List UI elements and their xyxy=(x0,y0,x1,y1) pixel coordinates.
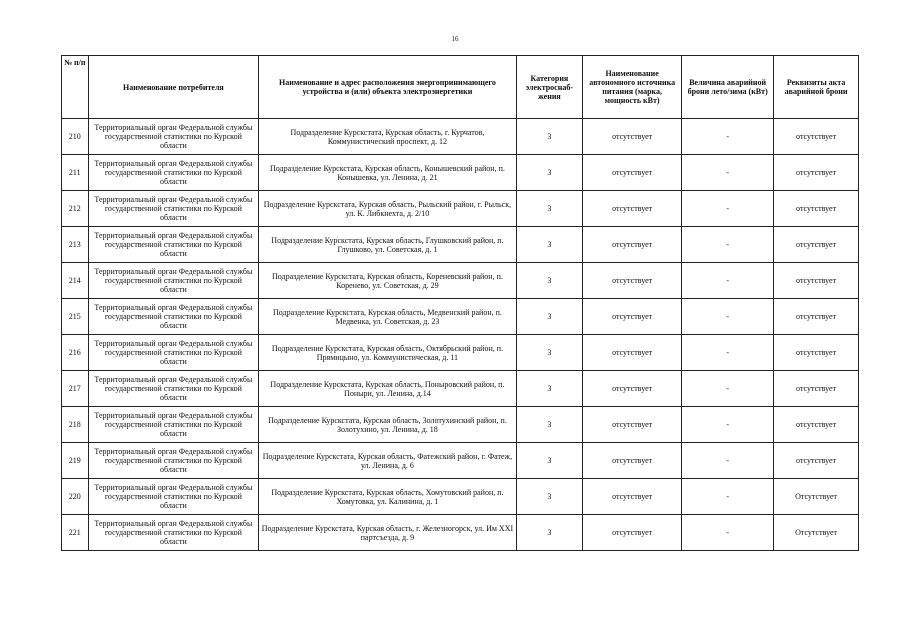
cell-reserve: - xyxy=(682,515,774,551)
cell-address: Подразделение Курскстата, Курская область, Кореневский район, п. Коренево, ул. Советская, д. 29 xyxy=(259,263,516,299)
cell-act: отсутствует xyxy=(774,155,859,191)
cell-category: 3 xyxy=(516,191,582,227)
table-row xyxy=(62,443,859,479)
cell-num: 214 xyxy=(62,263,89,299)
cell-consumer: Территориальный орган Федеральной службы государственной статистики по Курской области xyxy=(88,371,259,407)
cell-address: Подразделение Курскстата, Курская область, Хомутовский район, п. Хомутовка, ул. Калинина, д. 1 xyxy=(259,479,516,515)
cell-consumer: Территориальный орган Федеральной службы государственной статистики по Курской области xyxy=(88,191,259,227)
cell-consumer: Территориальный орган Федеральной службы государственной статистики по Курской области xyxy=(88,263,259,299)
table-row xyxy=(62,191,859,227)
cell-source: отсутствует xyxy=(583,227,682,263)
table-row xyxy=(62,119,859,155)
table-row xyxy=(62,335,859,371)
cell-source: отсутствует xyxy=(583,119,682,155)
cell-source: отсутствует xyxy=(583,155,682,191)
cell-act: отсутствует xyxy=(774,191,859,227)
page-number: 16 xyxy=(451,35,459,43)
cell-address: Подразделение Курскстата, Курская область, Фатежский район, г. Фатеж, ул. Ленина, д. 6 xyxy=(259,443,516,479)
table-body xyxy=(62,119,859,551)
cell-act: отсутствует xyxy=(774,119,859,155)
cell-consumer: Территориальный орган Федеральной службы государственной статистики по Курской области xyxy=(88,515,259,551)
cell-consumer: Территориальный орган Федеральной службы государственной статистики по Курской области xyxy=(88,443,259,479)
header-consumer: Наименование потребителя xyxy=(88,56,259,119)
table-row xyxy=(62,479,859,515)
header-act: Реквизиты акта аварийной брони xyxy=(774,56,859,119)
table-row xyxy=(62,155,859,191)
cell-category: 3 xyxy=(516,119,582,155)
cell-act: отсутствует xyxy=(774,407,859,443)
cell-source: отсутствует xyxy=(583,263,682,299)
table-header-row xyxy=(62,56,859,119)
cell-category: 3 xyxy=(516,407,582,443)
cell-reserve: - xyxy=(682,227,774,263)
cell-act: отсутствует xyxy=(774,299,859,335)
cell-num: 217 xyxy=(62,371,89,407)
cell-consumer: Территориальный орган Федеральной службы государственной статистики по Курской области xyxy=(88,227,259,263)
cell-num: 212 xyxy=(62,191,89,227)
cell-num: 216 xyxy=(62,335,89,371)
cell-reserve: - xyxy=(682,191,774,227)
cell-category: 3 xyxy=(516,155,582,191)
header-address: Наименование и адрес расположения энергопринимающего устройства и (или) объекта электроэнергетики xyxy=(259,56,516,119)
cell-category: 3 xyxy=(516,515,582,551)
cell-address: Подразделение Курскстата, Курская область, Поныровский район, п. Поныри, ул. Ленина, д.14 xyxy=(259,371,516,407)
cell-num: 215 xyxy=(62,299,89,335)
cell-act: Отсутствует xyxy=(774,479,859,515)
cell-consumer: Территориальный орган Федеральной службы государственной статистики по Курской области xyxy=(88,479,259,515)
cell-source: отсутствует xyxy=(583,443,682,479)
table-row xyxy=(62,263,859,299)
cell-source: отсутствует xyxy=(583,371,682,407)
cell-address: Подразделение Курскстата, Курская область, Конышевский район, п. Конышевка, ул. Ленина, д. 21 xyxy=(259,155,516,191)
table-row xyxy=(62,515,859,551)
cell-address: Подразделение Курскстата, Курская область, г. Курчатов, Коммунистический проспект, д. 12 xyxy=(259,119,516,155)
cell-reserve: - xyxy=(682,263,774,299)
cell-source: отсутствует xyxy=(583,299,682,335)
cell-reserve: - xyxy=(682,443,774,479)
cell-act: отсутствует xyxy=(774,371,859,407)
cell-reserve: - xyxy=(682,299,774,335)
consumers-table xyxy=(61,55,859,551)
cell-category: 3 xyxy=(516,299,582,335)
cell-address: Подразделение Курскстата, Курская область, Октябрьский район, п. Прямицыно, ул. Коммунистическая, д. 11 xyxy=(259,335,516,371)
cell-address: Подразделение Курскстата, Курская область, Медвенский район, п. Медвенка, ул. Советская, д. 23 xyxy=(259,299,516,335)
cell-category: 3 xyxy=(516,263,582,299)
cell-consumer: Территориальный орган Федеральной службы государственной статистики по Курской области xyxy=(88,407,259,443)
header-source: Наименование автономного источника питания (марка, мощность кВт) xyxy=(583,56,682,119)
cell-num: 219 xyxy=(62,443,89,479)
table-row xyxy=(62,371,859,407)
cell-source: отсутствует xyxy=(583,191,682,227)
cell-reserve: - xyxy=(682,371,774,407)
cell-category: 3 xyxy=(516,227,582,263)
cell-act: отсутствует xyxy=(774,335,859,371)
cell-consumer: Территориальный орган Федеральной службы государственной статистики по Курской области xyxy=(88,335,259,371)
cell-act: Отсутствует xyxy=(774,515,859,551)
cell-num: 210 xyxy=(62,119,89,155)
header-category: Категория электроснаб-жения xyxy=(516,56,582,119)
cell-source: отсутствует xyxy=(583,479,682,515)
cell-source: отсутствует xyxy=(583,335,682,371)
cell-num: 218 xyxy=(62,407,89,443)
cell-category: 3 xyxy=(516,371,582,407)
cell-act: отсутствует xyxy=(774,443,859,479)
cell-address: Подразделение Курскстата, Курская область, Рыльский район, г. Рыльск, ул. К. Либкнехта, д. 2/10 xyxy=(259,191,516,227)
cell-source: отсутствует xyxy=(583,515,682,551)
table-row xyxy=(62,299,859,335)
cell-consumer: Территориальный орган Федеральной службы государственной статистики по Курской области xyxy=(88,299,259,335)
cell-num: 221 xyxy=(62,515,89,551)
cell-reserve: - xyxy=(682,407,774,443)
cell-reserve: - xyxy=(682,155,774,191)
header-num: № п/п xyxy=(62,56,89,119)
cell-act: отсутствует xyxy=(774,227,859,263)
table-row xyxy=(62,407,859,443)
cell-category: 3 xyxy=(516,335,582,371)
cell-reserve: - xyxy=(682,335,774,371)
cell-num: 220 xyxy=(62,479,89,515)
cell-address: Подразделение Курскстата, Курская область, Глушковский район, п. Глушково, ул. Советская, д. 1 xyxy=(259,227,516,263)
cell-category: 3 xyxy=(516,479,582,515)
cell-reserve: - xyxy=(682,119,774,155)
cell-category: 3 xyxy=(516,443,582,479)
cell-num: 213 xyxy=(62,227,89,263)
cell-reserve: - xyxy=(682,479,774,515)
cell-act: отсутствует xyxy=(774,263,859,299)
cell-source: отсутствует xyxy=(583,407,682,443)
table-row xyxy=(62,227,859,263)
header-reserve: Величина аварийной брони лето/зима (кВт) xyxy=(682,56,774,119)
cell-address: Подразделение Курскстата, Курская область, Золотухинский район, п. Золотухино, ул. Ленина, д. 18 xyxy=(259,407,516,443)
cell-consumer: Территориальный орган Федеральной службы государственной статистики по Курской области xyxy=(88,155,259,191)
cell-num: 211 xyxy=(62,155,89,191)
cell-consumer: Территориальный орган Федеральной службы государственной статистики по Курской области xyxy=(88,119,259,155)
cell-address: Подразделение Курскстата, Курская область, г. Железногорск, ул. Им XXI партсъезда, д. 9 xyxy=(259,515,516,551)
